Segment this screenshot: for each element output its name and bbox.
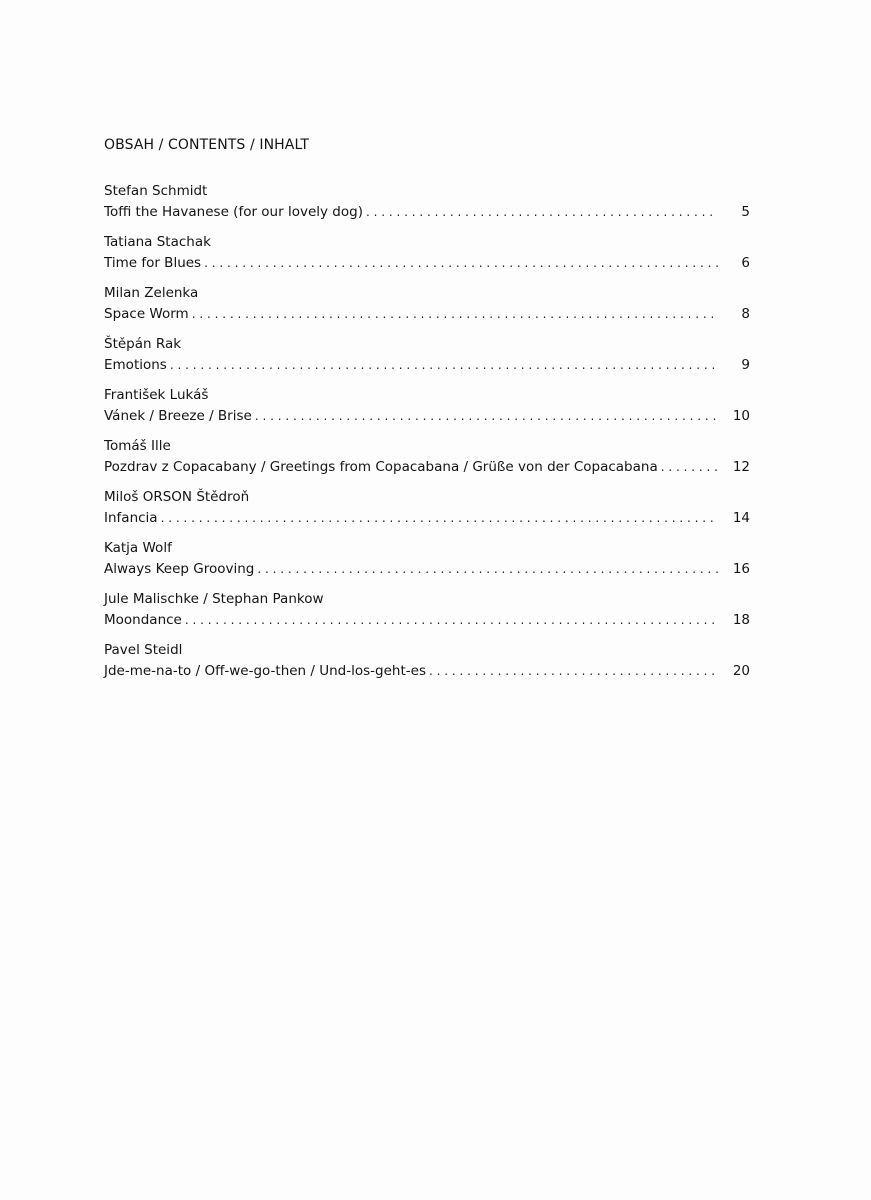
page-number: 10	[732, 408, 750, 424]
dot-leader	[429, 661, 718, 682]
page-number: 20	[732, 663, 750, 679]
piece-title: Pozdrav z Copacabany / Greetings from Copacabana / Grüße von der Copacabana	[104, 459, 658, 475]
title-row	[104, 304, 750, 325]
page-number: 8	[741, 306, 750, 322]
toc-entry	[104, 436, 750, 487]
composer-name: Jule Malischke / Stephan Pankow	[104, 591, 324, 607]
table-of-contents	[104, 181, 750, 691]
toc-entry	[104, 640, 750, 691]
page-number: 12	[732, 459, 750, 475]
composer-name: Pavel Steidl	[104, 642, 183, 658]
dot-leader	[170, 355, 718, 376]
composer-name: Milan Zelenka	[104, 285, 199, 301]
toc-entry	[104, 283, 750, 334]
title-row	[104, 661, 750, 682]
title-row	[104, 610, 750, 631]
title-row	[104, 355, 750, 376]
title-row	[104, 202, 750, 223]
composer-name: Katja Wolf	[104, 540, 172, 556]
dot-leader	[204, 253, 718, 274]
dot-leader	[366, 202, 718, 223]
piece-title: Emotions	[104, 357, 167, 373]
dot-leader	[185, 610, 718, 631]
toc-entry	[104, 181, 750, 232]
title-row	[104, 559, 750, 580]
contents-heading: OBSAH / CONTENTS / INHALT	[104, 137, 310, 153]
piece-title: Jde-me-na-to / Off-we-go-then / Und-los-geht-es	[104, 663, 426, 679]
page-number: 18	[732, 612, 750, 628]
piece-title: Always Keep Grooving	[104, 561, 255, 577]
page-number: 16	[732, 561, 750, 577]
toc-entry	[104, 334, 750, 385]
toc-entry	[104, 385, 750, 436]
composer-name: Štěpán Rak	[104, 336, 182, 352]
page-number: 5	[741, 204, 750, 220]
piece-title: Toffi the Havanese (for our lovely dog)	[104, 204, 363, 220]
toc-entry	[104, 232, 750, 283]
toc-entry	[104, 538, 750, 589]
page-number: 6	[741, 255, 750, 271]
piece-title: Vánek / Breeze / Brise	[104, 408, 252, 424]
piece-title: Time for Blues	[104, 255, 202, 271]
composer-name: Stefan Schmidt	[104, 183, 208, 199]
dot-leader	[257, 559, 718, 580]
toc-entry	[104, 589, 750, 640]
composer-name: Tatiana Stachak	[104, 234, 211, 250]
piece-title: Infancia	[104, 510, 158, 526]
dot-leader	[661, 457, 718, 478]
dot-leader	[161, 508, 718, 529]
composer-name: Miloš ORSON Štědroň	[104, 489, 250, 505]
dot-leader	[255, 406, 718, 427]
page-number: 9	[741, 357, 750, 373]
title-row	[104, 508, 750, 529]
toc-entry	[104, 487, 750, 538]
piece-title: Moondance	[104, 612, 182, 628]
dot-leader	[192, 304, 718, 325]
title-row	[104, 457, 750, 478]
piece-title: Space Worm	[104, 306, 189, 322]
composer-name: Tomáš Ille	[104, 438, 171, 454]
title-row	[104, 253, 750, 274]
composer-name: František Lukáš	[104, 387, 209, 403]
title-row	[104, 406, 750, 427]
page-number: 14	[732, 510, 750, 526]
